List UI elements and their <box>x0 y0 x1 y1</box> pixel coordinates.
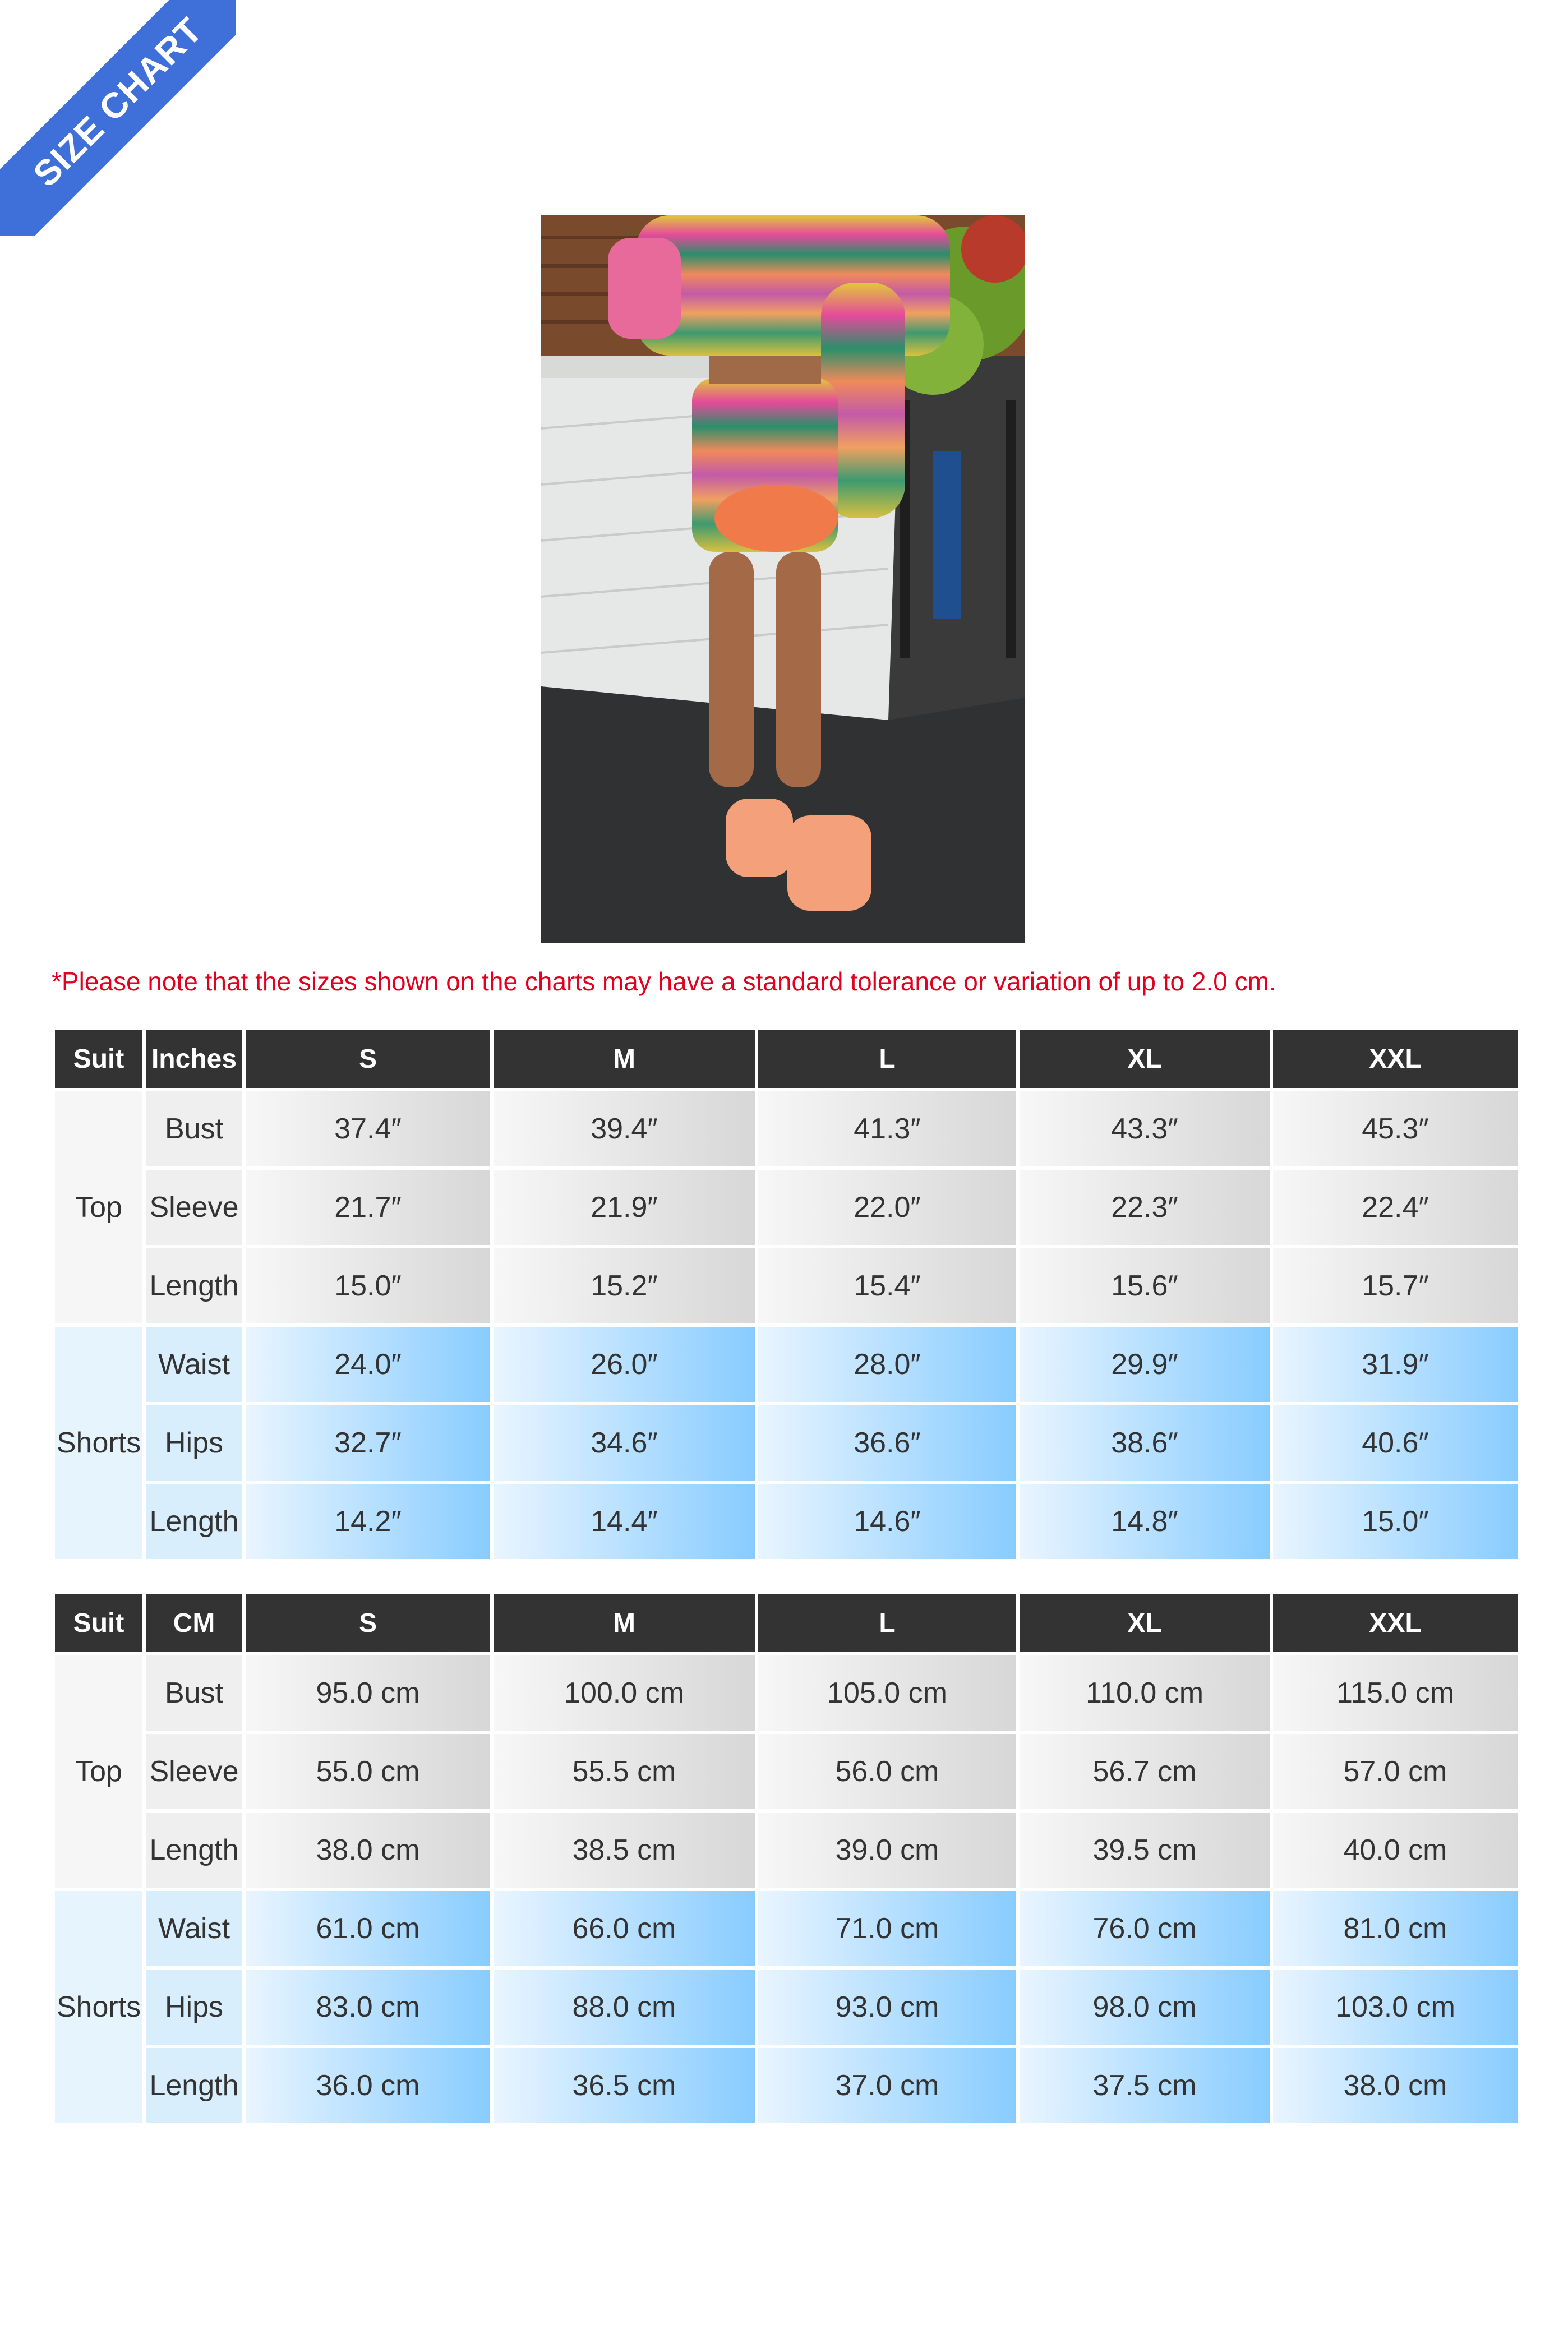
table-row <box>55 1170 1518 1245</box>
table-header-row <box>55 1594 1518 1652</box>
table-cell: 41.3″ <box>758 1091 1016 1166</box>
table-cell: 105.0 cm <box>758 1655 1016 1731</box>
table-cell: 24.0″ <box>246 1327 490 1402</box>
table-cell: 14.8″ <box>1020 1484 1270 1559</box>
table-cell: 28.0″ <box>758 1327 1016 1402</box>
table-row <box>55 1813 1518 1888</box>
header-size-m: M <box>494 1594 755 1652</box>
table-cell: 15.6″ <box>1020 1248 1270 1323</box>
table-cell: 55.5 cm <box>494 1734 755 1809</box>
measurement-label: Waist <box>146 1891 242 1966</box>
table-cell: 14.6″ <box>758 1484 1016 1559</box>
table-cell: 38.0 cm <box>1273 2048 1518 2123</box>
header-size-xxl: XXL <box>1273 1030 1518 1088</box>
table-cell: 39.5 cm <box>1020 1813 1270 1888</box>
tolerance-note: *Please note that the sizes shown on the charts may have a standard tolerance or variation of up to 2.0 cm. <box>52 967 1276 996</box>
header-size-s: S <box>246 1594 490 1652</box>
measurement-label: Sleeve <box>146 1734 242 1809</box>
cm-size-table <box>52 1590 1521 2127</box>
table-cell: 21.9″ <box>494 1170 755 1245</box>
table-cell: 34.6″ <box>494 1405 755 1481</box>
table-row <box>55 1327 1518 1402</box>
table-cell: 22.4″ <box>1273 1170 1518 1245</box>
group-label-top: Top <box>55 1655 142 1888</box>
table-cell: 38.6″ <box>1020 1405 1270 1481</box>
table-cell: 36.0 cm <box>246 2048 490 2123</box>
product-photo <box>541 215 1025 943</box>
table-cell: 71.0 cm <box>758 1891 1016 1966</box>
table-cell: 15.7″ <box>1273 1248 1518 1323</box>
header-size-xl: XL <box>1020 1594 1270 1652</box>
measurement-label: Bust <box>146 1655 242 1731</box>
table-cell: 43.3″ <box>1020 1091 1270 1166</box>
table-cell: 95.0 cm <box>246 1655 490 1731</box>
measurement-label: Length <box>146 2048 242 2123</box>
table-cell: 115.0 cm <box>1273 1655 1518 1731</box>
table-row <box>55 2048 1518 2123</box>
table-cell: 45.3″ <box>1273 1091 1518 1166</box>
table-cell: 39.0 cm <box>758 1813 1016 1888</box>
table-row <box>55 1248 1518 1323</box>
table-cell: 37.0 cm <box>758 2048 1016 2123</box>
header-suit: Suit <box>55 1030 142 1088</box>
group-label-shorts: Shorts <box>55 1891 142 2123</box>
group-label-shorts: Shorts <box>55 1327 142 1559</box>
table-cell: 31.9″ <box>1273 1327 1518 1402</box>
table-cell: 32.7″ <box>246 1405 490 1481</box>
table-cell: 55.0 cm <box>246 1734 490 1809</box>
table-cell: 66.0 cm <box>494 1891 755 1966</box>
table-cell: 38.5 cm <box>494 1813 755 1888</box>
measurement-label: Length <box>146 1813 242 1888</box>
table-cell: 83.0 cm <box>246 1970 490 2045</box>
table-cell: 15.0″ <box>246 1248 490 1323</box>
group-label-top: Top <box>55 1091 142 1323</box>
table-cell: 93.0 cm <box>758 1970 1016 2045</box>
table-cell: 36.5 cm <box>494 2048 755 2123</box>
table-cell: 40.0 cm <box>1273 1813 1518 1888</box>
table-cell: 110.0 cm <box>1020 1655 1270 1731</box>
measurement-label: Sleeve <box>146 1170 242 1245</box>
header-unit: CM <box>146 1594 242 1652</box>
header-size-l: L <box>758 1030 1016 1088</box>
table-cell: 88.0 cm <box>494 1970 755 2045</box>
table-row <box>55 1734 1518 1809</box>
table-cell: 103.0 cm <box>1273 1970 1518 2045</box>
table-row <box>55 1655 1518 1731</box>
header-size-m: M <box>494 1030 755 1088</box>
header-suit: Suit <box>55 1594 142 1652</box>
table-cell: 21.7″ <box>246 1170 490 1245</box>
product-photo-illustration <box>541 215 1025 943</box>
table-cell: 98.0 cm <box>1020 1970 1270 2045</box>
table-row <box>55 1891 1518 1966</box>
table-row <box>55 1091 1518 1166</box>
table-cell: 39.4″ <box>494 1091 755 1166</box>
size-chart-badge-label: SIZE CHART <box>0 0 236 236</box>
table-cell: 37.4″ <box>246 1091 490 1166</box>
table-cell: 15.4″ <box>758 1248 1016 1323</box>
table-cell: 22.0″ <box>758 1170 1016 1245</box>
inches-size-table <box>52 1026 1521 1562</box>
measurement-label: Hips <box>146 1405 242 1481</box>
header-unit: Inches <box>146 1030 242 1088</box>
measurement-label: Hips <box>146 1970 242 2045</box>
table-cell: 22.3″ <box>1020 1170 1270 1245</box>
size-chart-badge <box>0 0 236 236</box>
header-size-l: L <box>758 1594 1016 1652</box>
table-cell: 26.0″ <box>494 1327 755 1402</box>
table-cell: 100.0 cm <box>494 1655 755 1731</box>
table-row <box>55 1405 1518 1481</box>
table-cell: 81.0 cm <box>1273 1891 1518 1966</box>
table-cell: 38.0 cm <box>246 1813 490 1888</box>
header-size-xxl: XXL <box>1273 1594 1518 1652</box>
table-cell: 14.4″ <box>494 1484 755 1559</box>
table-cell: 56.0 cm <box>758 1734 1016 1809</box>
table-row <box>55 1970 1518 2045</box>
measurement-label: Waist <box>146 1327 242 1402</box>
table-cell: 76.0 cm <box>1020 1891 1270 1966</box>
table-cell: 36.6″ <box>758 1405 1016 1481</box>
table-cell: 15.2″ <box>494 1248 755 1323</box>
header-size-xl: XL <box>1020 1030 1270 1088</box>
table-cell: 61.0 cm <box>246 1891 490 1966</box>
table-row <box>55 1484 1518 1559</box>
measurement-label: Bust <box>146 1091 242 1166</box>
table-cell: 14.2″ <box>246 1484 490 1559</box>
table-cell: 37.5 cm <box>1020 2048 1270 2123</box>
table-cell: 40.6″ <box>1273 1405 1518 1481</box>
table-header-row <box>55 1030 1518 1088</box>
table-cell: 56.7 cm <box>1020 1734 1270 1809</box>
measurement-label: Length <box>146 1484 242 1559</box>
table-cell: 57.0 cm <box>1273 1734 1518 1809</box>
header-size-s: S <box>246 1030 490 1088</box>
table-cell: 29.9″ <box>1020 1327 1270 1402</box>
table-cell: 15.0″ <box>1273 1484 1518 1559</box>
measurement-label: Length <box>146 1248 242 1323</box>
